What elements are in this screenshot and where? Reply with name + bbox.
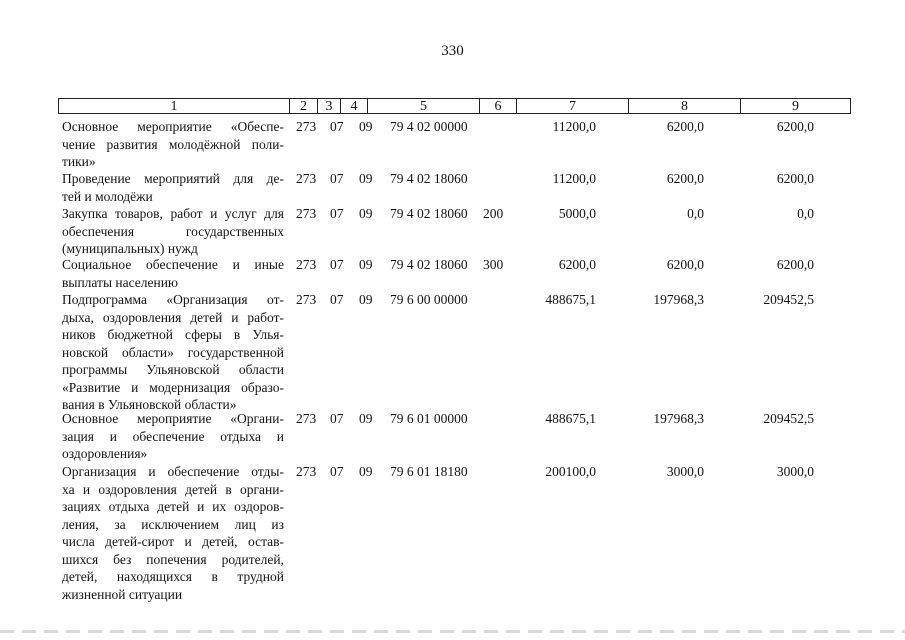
cell-c2: 273 xyxy=(296,292,317,307)
cell-c3: 07 xyxy=(330,292,344,307)
cell-c8: 197968,3 xyxy=(653,292,704,307)
cell-c6: 300 xyxy=(483,257,504,272)
cell-c4: 09 xyxy=(359,171,373,186)
cell-c2: 273 xyxy=(296,464,317,479)
cell-c9: 209452,5 xyxy=(763,411,814,426)
row-name-line: жизненной ситуации xyxy=(62,586,183,602)
header-col-1: 1 xyxy=(59,99,290,113)
row-name-line: чение развития молодёжной поли- xyxy=(62,136,284,152)
header-col-6: 6 xyxy=(480,99,517,113)
cell-c7: 5000,0 xyxy=(558,206,596,221)
row-name-line: Организация и обеспечение отды- xyxy=(62,464,284,479)
cell-c3: 07 xyxy=(330,206,344,221)
cell-c9: 6200,0 xyxy=(776,119,814,134)
cell-c9: 3000,0 xyxy=(776,464,814,479)
cell-c5: 79 6 01 18180 xyxy=(390,464,468,479)
row-name xyxy=(62,170,284,205)
header-col-5: 5 xyxy=(368,99,480,113)
cell-c4: 09 xyxy=(359,411,373,426)
cell-c7: 11200,0 xyxy=(552,119,596,134)
page-number: 330 xyxy=(441,43,464,59)
row-name-line: зация и обеспечение отдыха и xyxy=(62,428,284,444)
row-name-line: новской области» государственной xyxy=(62,344,284,360)
header-col-4: 4 xyxy=(341,99,368,113)
cell-c9: 209452,5 xyxy=(763,292,814,307)
row-name xyxy=(62,118,284,171)
cell-c3: 07 xyxy=(330,119,344,134)
cell-c3: 07 xyxy=(330,411,344,426)
cell-c4: 09 xyxy=(359,464,373,479)
cell-c2: 273 xyxy=(296,119,317,134)
row-name-line: выплаты населению xyxy=(62,274,179,290)
row-name-line: Проведение мероприятий для де- xyxy=(62,171,284,186)
cell-c3: 07 xyxy=(330,464,344,479)
row-name xyxy=(62,410,284,463)
header-col-7: 7 xyxy=(517,99,629,113)
row-name-line: Закупка товаров, работ и услуг для xyxy=(62,206,284,221)
row-name-line: детей, находящихся в трудной xyxy=(62,569,284,584)
cell-c9: 6200,0 xyxy=(776,257,814,272)
row-name-line: вания в Ульяновской области» xyxy=(62,397,237,412)
cell-c8: 6200,0 xyxy=(666,257,704,272)
cell-c2: 273 xyxy=(296,257,317,272)
row-name xyxy=(62,256,284,291)
row-name-line: Основное мероприятие «Обеспе- xyxy=(62,119,284,134)
row-name xyxy=(62,463,284,603)
cell-c8: 197968,3 xyxy=(653,411,704,426)
header-col-9: 9 xyxy=(792,99,799,114)
row-name-line: ления, за исключением лиц из xyxy=(62,516,284,532)
cell-c7: 488675,1 xyxy=(545,411,596,426)
row-name-line: программы Ульяновской области xyxy=(62,362,284,377)
cell-c3: 07 xyxy=(330,257,344,272)
cell-c6: 200 xyxy=(483,206,504,221)
row-name-line: (муниципальных) нужд xyxy=(62,241,198,256)
cell-c4: 09 xyxy=(359,257,373,272)
cell-c2: 273 xyxy=(296,411,317,426)
row-name xyxy=(62,291,284,414)
row-name-line: «Развитие и модернизация образо- xyxy=(62,379,284,395)
row-name-line: тей и молодёжи xyxy=(62,188,153,204)
row-name-line: зациях отдыха детей и их оздоров- xyxy=(62,499,284,514)
cell-c7: 200100,0 xyxy=(545,464,596,479)
row-name-line: Основное мероприятие «Органи- xyxy=(62,411,284,426)
cell-c8: 0,0 xyxy=(687,206,704,221)
row-name-line: числа детей-сирот и детей, остав- xyxy=(62,534,284,549)
cell-c5: 79 4 02 18060 xyxy=(390,171,468,186)
cell-c8: 3000,0 xyxy=(666,464,704,479)
cell-c9: 0,0 xyxy=(797,206,814,221)
cell-c5: 79 4 02 18060 xyxy=(390,206,468,221)
row-name-line: Социальное обеспечение и иные xyxy=(62,257,284,272)
cell-c9: 6200,0 xyxy=(776,171,814,186)
row-name-line: шихся без попечения родителей, xyxy=(62,551,284,567)
cell-c8: 6200,0 xyxy=(666,119,704,134)
row-name-line: обеспечения государственных xyxy=(62,223,284,239)
row-name-line: Подпрограмма «Организация от- xyxy=(62,292,284,307)
cell-c2: 273 xyxy=(296,171,317,186)
cell-c5: 79 6 00 00000 xyxy=(390,292,468,307)
cell-c4: 09 xyxy=(359,119,373,134)
scan-artifact xyxy=(0,630,905,633)
cell-c8: 6200,0 xyxy=(666,171,704,186)
cell-c7: 488675,1 xyxy=(545,292,596,307)
cell-c5: 79 6 01 00000 xyxy=(390,411,468,426)
row-name-line: дыха, оздоровления детей и работ- xyxy=(62,309,284,325)
row-name-line: ха и оздоровления детей в органи- xyxy=(62,481,284,497)
cell-c7: 11200,0 xyxy=(552,171,596,186)
header-col-2: 2 xyxy=(290,99,318,113)
cell-c3: 07 xyxy=(330,171,344,186)
cell-c7: 6200,0 xyxy=(558,257,596,272)
row-name-line: оздоровления» xyxy=(62,446,148,461)
cell-c4: 09 xyxy=(359,206,373,221)
cell-c2: 273 xyxy=(296,206,317,221)
header-col-3: 3 xyxy=(318,99,341,113)
row-name-line: ников бюджетной сферы в Улья- xyxy=(62,327,284,342)
cell-c4: 09 xyxy=(359,292,373,307)
cell-c5: 79 4 02 18060 xyxy=(390,257,468,272)
table-header xyxy=(58,98,851,114)
header-col-8: 8 xyxy=(629,99,741,113)
cell-c5: 79 4 02 00000 xyxy=(390,119,468,134)
row-name xyxy=(62,205,284,258)
row-name-line: тики» xyxy=(62,154,96,169)
